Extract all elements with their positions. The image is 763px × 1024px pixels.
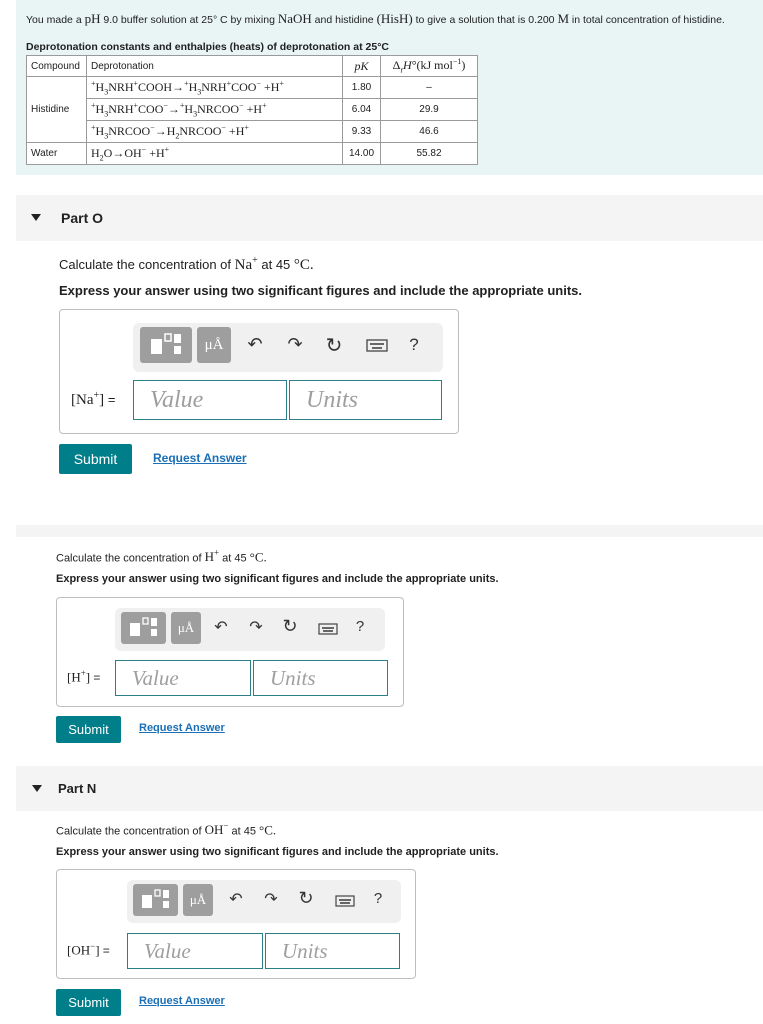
- value-input[interactable]: Value: [133, 380, 287, 420]
- intro-math-hish: (HisH): [376, 11, 413, 26]
- units-input[interactable]: Units: [253, 660, 388, 696]
- table-row: [27, 143, 478, 165]
- reset-icon[interactable]: ↻: [325, 335, 343, 357]
- question-temp: °C.: [259, 822, 277, 838]
- intro-fragment: You made a: [26, 14, 85, 26]
- table-caption: Deprotonation constants and enthalpies (heats) of deprotonation at 25°C: [26, 41, 389, 53]
- intro-text: [26, 11, 756, 27]
- answer-label: [Na+] =: [71, 390, 116, 408]
- request-answer-link[interactable]: Request Answer: [139, 995, 225, 1007]
- collapse-triangle-icon[interactable]: [32, 785, 42, 792]
- cell-equation: $^+H_3NRH^+COOH\to^+H_3NRH^+COO^- +H^+$: [87, 77, 343, 99]
- cell-pk: 9.33: [343, 121, 381, 143]
- templates-icon: [133, 884, 178, 916]
- request-answer-link[interactable]: Request Answer: [139, 722, 225, 734]
- submit-button[interactable]: Submit: [59, 444, 132, 474]
- cell-dh: 29.9: [381, 99, 478, 121]
- answer-label: [H+] =: [67, 668, 101, 685]
- part-h-instruction: Express your answer using two significant figures and include the appropriate units.: [56, 573, 499, 585]
- question-fragment: Calculate the concentration of: [56, 552, 205, 565]
- table-header-row: [27, 56, 478, 77]
- cell-compound: Histidine: [27, 99, 87, 121]
- keyboard-icon[interactable]: [335, 894, 355, 912]
- redo-icon[interactable]: ↷: [287, 334, 303, 354]
- redo-icon[interactable]: ↷: [264, 891, 278, 908]
- templates-icon: [121, 612, 166, 644]
- question-fragment: at 45: [257, 257, 294, 272]
- help-icon[interactable]: ?: [355, 618, 365, 635]
- part-o-instruction: Express your answer using two significant figures and include the appropriate units.: [59, 283, 582, 298]
- value-input[interactable]: Value: [127, 933, 263, 969]
- cell-equation: $^+H_3NRCOO^-\to H_2NRCOO^- +H^+$: [87, 121, 343, 143]
- intro-math-molar: M: [557, 11, 569, 26]
- templates-button[interactable]: [140, 327, 192, 363]
- keyboard-icon[interactable]: [318, 622, 338, 640]
- question-fragment: Calculate the concentration of: [59, 257, 235, 272]
- part-o-answer-box: [59, 309, 459, 434]
- units-input[interactable]: Units: [265, 933, 400, 969]
- table-row: [27, 121, 478, 143]
- intro-fragment: 9.0 buffer solution at 25° C by mixing: [100, 14, 278, 26]
- part-o-title: Part O: [61, 210, 104, 226]
- header-deprotonation: Deprotonation: [87, 56, 343, 77]
- units-button[interactable]: μÅ: [197, 327, 231, 363]
- question-ion: Na+: [234, 255, 258, 273]
- equation-toolbar: [133, 323, 443, 372]
- redo-icon[interactable]: ↷: [249, 619, 263, 636]
- part-h-question: [56, 548, 267, 565]
- templates-button[interactable]: [133, 884, 178, 916]
- intro-fragment: in total concentration of histidine.: [569, 14, 725, 26]
- equation-toolbar: [115, 608, 385, 651]
- help-icon[interactable]: ?: [409, 335, 419, 354]
- reset-icon[interactable]: ↻: [298, 888, 314, 908]
- question-fragment: at 45: [219, 552, 250, 565]
- undo-icon[interactable]: ↶: [214, 619, 228, 636]
- cell-dh: 46.6: [381, 121, 478, 143]
- submit-button[interactable]: Submit: [56, 716, 121, 743]
- cell-equation: $H_2O\to OH^- +H^+$: [87, 143, 343, 165]
- part-n-instruction: Express your answer using two significant figures and include the appropriate units.: [56, 846, 499, 858]
- cell-compound: Water: [27, 143, 87, 165]
- help-icon[interactable]: ?: [373, 890, 383, 907]
- question-ion: OH−: [204, 821, 229, 838]
- intro-fragment: and histidine: [311, 14, 377, 26]
- part-n-header[interactable]: [16, 766, 763, 811]
- intro-math-naoh: NaOH: [277, 11, 312, 26]
- cell-compound: [27, 77, 87, 99]
- question-temp: °C.: [249, 549, 267, 565]
- cell-dh: 55.82: [381, 143, 478, 165]
- templates-button[interactable]: [121, 612, 166, 644]
- cell-pk: 1.80: [343, 77, 381, 99]
- cell-pk: 14.00: [343, 143, 381, 165]
- units-button[interactable]: μÅ: [171, 612, 201, 644]
- units-button[interactable]: μÅ: [183, 884, 213, 916]
- part-o-header[interactable]: [16, 195, 763, 241]
- part-h-answer-box: [56, 597, 404, 707]
- deprotonation-table: [26, 55, 478, 165]
- question-ion: H+: [204, 548, 220, 565]
- part-n-title: Part N: [58, 781, 97, 796]
- reset-icon[interactable]: ↻: [282, 616, 298, 636]
- answer-label: [OH−] =: [67, 941, 110, 958]
- undo-icon[interactable]: ↶: [229, 891, 243, 908]
- intro-fragment: to give a solution that is 0.200: [412, 14, 558, 26]
- cell-compound: [27, 121, 87, 143]
- submit-button[interactable]: Submit: [56, 989, 121, 1016]
- templates-icon: [140, 327, 192, 363]
- part-n-question: [56, 821, 276, 838]
- question-temp: °C.: [293, 257, 314, 273]
- collapse-triangle-icon[interactable]: [31, 214, 41, 221]
- cell-pk: 6.04: [343, 99, 381, 121]
- question-fragment: Calculate the concentration of: [56, 825, 205, 838]
- intro-math-ph: pH: [84, 11, 101, 26]
- part-o-question: [59, 255, 314, 274]
- table-row: [27, 99, 478, 121]
- header-pk: pK: [343, 56, 381, 77]
- header-compound: Compound: [27, 56, 87, 77]
- part-n-answer-box: [56, 869, 416, 979]
- cell-equation: $^+H_3NRH^+COO^-\to^+H_3NRCOO^- +H^+$: [87, 99, 343, 121]
- header-dh: $\Delta_rH^\circ(kJ$ mol$^{-1}$): [381, 56, 478, 77]
- units-input[interactable]: Units: [289, 380, 442, 420]
- keyboard-icon[interactable]: [366, 339, 388, 357]
- section-separator: [16, 525, 763, 537]
- request-answer-link[interactable]: Request Answer: [153, 451, 247, 465]
- undo-icon[interactable]: ↶: [247, 334, 263, 354]
- value-input[interactable]: Value: [115, 660, 251, 696]
- question-fragment: at 45: [228, 825, 260, 838]
- table-row: [27, 77, 478, 99]
- cell-dh: –: [381, 77, 478, 99]
- equation-toolbar: [127, 880, 401, 923]
